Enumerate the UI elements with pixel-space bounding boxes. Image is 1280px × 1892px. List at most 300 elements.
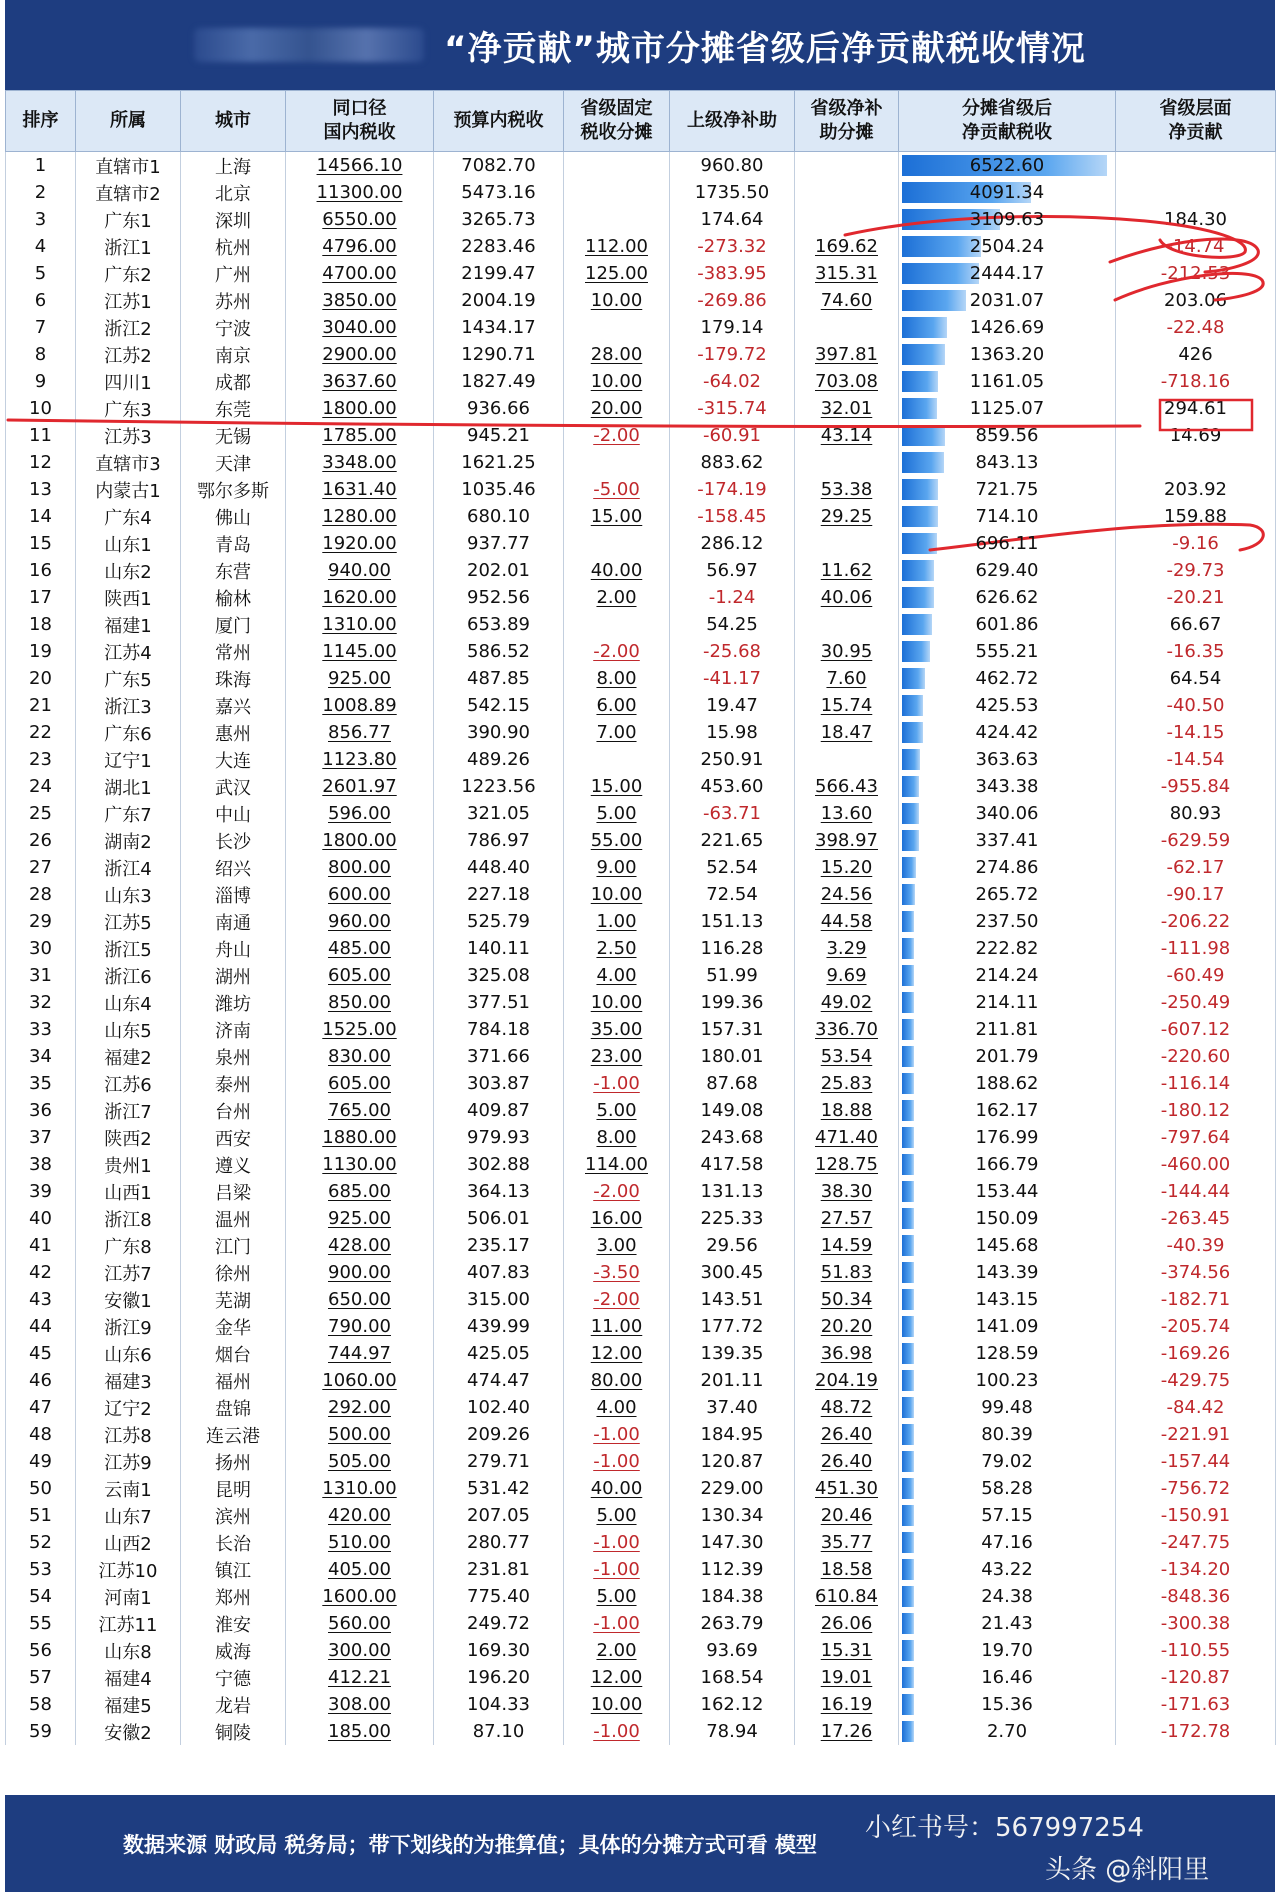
cell-prov-subsidy-share	[795, 152, 899, 180]
cell-city: 湖州	[181, 962, 286, 989]
cell-net-contribution	[899, 773, 1116, 800]
table-row	[6, 557, 1276, 584]
cell-rank: 19	[6, 638, 76, 665]
cell-domestic-tax: 405.00	[286, 1556, 434, 1583]
cell-prov-subsidy-share: 26.40	[795, 1421, 899, 1448]
cell-prov-fixed-share	[564, 179, 670, 206]
cell-city: 东营	[181, 557, 286, 584]
cell-region: 广东8	[76, 1232, 181, 1259]
cell-rank: 55	[6, 1610, 76, 1637]
net-contribution-value: 2031.07	[969, 290, 1045, 311]
cell-domestic-tax: 292.00	[286, 1394, 434, 1421]
net-contribution-value: 58.28	[981, 1478, 1033, 1499]
cell-city: 苏州	[181, 287, 286, 314]
cell-net-contribution	[899, 314, 1116, 341]
table-row	[6, 1151, 1276, 1178]
cell-upper-net-subsidy: -25.68	[670, 638, 795, 665]
net-contribution-value: 145.68	[975, 1235, 1039, 1256]
cell-budget-tax: 209.26	[434, 1421, 564, 1448]
cell-region: 山西1	[76, 1178, 181, 1205]
table-row	[6, 1340, 1276, 1367]
table-row	[6, 1583, 1276, 1610]
table-row	[6, 1070, 1276, 1097]
cell-region: 江苏10	[76, 1556, 181, 1583]
cell-net-contribution	[899, 1097, 1116, 1124]
cell-rank: 29	[6, 908, 76, 935]
cell-prov-subsidy-share: 15.31	[795, 1637, 899, 1664]
cell-domestic-tax: 3850.00	[286, 287, 434, 314]
cell-domestic-tax: 428.00	[286, 1232, 434, 1259]
cell-city: 宁德	[181, 1664, 286, 1691]
cell-prov-fixed-share: -1.00	[564, 1070, 670, 1097]
cell-net-contribution	[899, 1124, 1116, 1151]
table-row	[6, 1097, 1276, 1124]
cell-upper-net-subsidy: 174.64	[670, 206, 795, 233]
cell-prov-subsidy-share: 18.58	[795, 1556, 899, 1583]
cell-prov-net-contribution: 159.88	[1116, 503, 1276, 530]
cell-domestic-tax: 1800.00	[286, 395, 434, 422]
cell-city: 郑州	[181, 1583, 286, 1610]
cell-domestic-tax: 1123.80	[286, 746, 434, 773]
cell-net-contribution	[899, 449, 1116, 476]
table-row	[6, 962, 1276, 989]
cell-prov-net-contribution: -14.15	[1116, 719, 1276, 746]
table-row	[6, 719, 1276, 746]
cell-region: 山东7	[76, 1502, 181, 1529]
cell-prov-subsidy-share: 26.40	[795, 1448, 899, 1475]
cell-upper-net-subsidy: 147.30	[670, 1529, 795, 1556]
col-header-rank: 排序	[6, 91, 76, 152]
cell-rank: 54	[6, 1583, 76, 1610]
cell-prov-fixed-share: 16.00	[564, 1205, 670, 1232]
cell-rank: 21	[6, 692, 76, 719]
cell-region: 广东7	[76, 800, 181, 827]
cell-upper-net-subsidy: 250.91	[670, 746, 795, 773]
cell-prov-net-contribution	[1116, 449, 1276, 476]
cell-rank: 34	[6, 1043, 76, 1070]
cell-rank: 31	[6, 962, 76, 989]
cell-region: 浙江5	[76, 935, 181, 962]
cell-upper-net-subsidy: 286.12	[670, 530, 795, 557]
cell-city: 昆明	[181, 1475, 286, 1502]
cell-region: 江苏5	[76, 908, 181, 935]
cell-rank: 26	[6, 827, 76, 854]
cell-prov-net-contribution: -134.20	[1116, 1556, 1276, 1583]
cell-region: 山东8	[76, 1637, 181, 1664]
net-contribution-value: 188.62	[975, 1073, 1039, 1094]
cell-prov-subsidy-share: 7.60	[795, 665, 899, 692]
cell-prov-subsidy-share: 19.01	[795, 1664, 899, 1691]
cell-prov-fixed-share: 55.00	[564, 827, 670, 854]
cell-prov-subsidy-share: 48.72	[795, 1394, 899, 1421]
cell-rank: 56	[6, 1637, 76, 1664]
cell-net-contribution	[899, 1556, 1116, 1583]
net-contribution-value: 425.53	[975, 695, 1039, 716]
table-row	[6, 1448, 1276, 1475]
cell-domestic-tax: 605.00	[286, 1070, 434, 1097]
cell-city: 福州	[181, 1367, 286, 1394]
cell-upper-net-subsidy: 300.45	[670, 1259, 795, 1286]
cell-domestic-tax: 11300.00	[286, 179, 434, 206]
cell-net-contribution	[899, 1421, 1116, 1448]
cell-net-contribution	[899, 881, 1116, 908]
cell-rank: 10	[6, 395, 76, 422]
cell-domestic-tax: 2900.00	[286, 341, 434, 368]
cell-prov-net-contribution: -756.72	[1116, 1475, 1276, 1502]
cell-prov-subsidy-share: 610.84	[795, 1583, 899, 1610]
cell-domestic-tax: 420.00	[286, 1502, 434, 1529]
cell-budget-tax: 506.01	[434, 1205, 564, 1232]
net-contribution-value: 6522.60	[969, 155, 1045, 176]
col-header-upper-net-subsidy: 上级净补助	[670, 91, 795, 152]
table-row	[6, 1664, 1276, 1691]
cell-net-contribution	[899, 1259, 1116, 1286]
cell-budget-tax: 231.81	[434, 1556, 564, 1583]
cell-prov-net-contribution: -84.42	[1116, 1394, 1276, 1421]
cell-rank: 6	[6, 287, 76, 314]
cell-prov-fixed-share: 6.00	[564, 692, 670, 719]
table-row	[6, 1610, 1276, 1637]
cell-budget-tax: 586.52	[434, 638, 564, 665]
cell-prov-net-contribution: 203.06	[1116, 287, 1276, 314]
cell-net-contribution	[899, 1637, 1116, 1664]
cell-prov-fixed-share: 12.00	[564, 1340, 670, 1367]
cell-region: 云南1	[76, 1475, 181, 1502]
cell-prov-fixed-share: -2.00	[564, 422, 670, 449]
cell-prov-fixed-share: -3.50	[564, 1259, 670, 1286]
cell-prov-fixed-share: 5.00	[564, 1097, 670, 1124]
table-row	[6, 1043, 1276, 1070]
cell-upper-net-subsidy: 130.34	[670, 1502, 795, 1529]
cell-prov-subsidy-share	[795, 449, 899, 476]
cell-budget-tax: 1827.49	[434, 368, 564, 395]
cell-prov-net-contribution: 184.30	[1116, 206, 1276, 233]
cell-rank: 57	[6, 1664, 76, 1691]
cell-region: 江苏2	[76, 341, 181, 368]
cell-city: 吕梁	[181, 1178, 286, 1205]
table-row	[6, 530, 1276, 557]
table-row	[6, 854, 1276, 881]
cell-budget-tax: 315.00	[434, 1286, 564, 1313]
cell-city: 惠州	[181, 719, 286, 746]
cell-prov-net-contribution: -40.39	[1116, 1232, 1276, 1259]
cell-city: 泰州	[181, 1070, 286, 1097]
cell-budget-tax: 302.88	[434, 1151, 564, 1178]
cell-domestic-tax: 1008.89	[286, 692, 434, 719]
cell-prov-fixed-share: -2.00	[564, 638, 670, 665]
cell-prov-net-contribution: -144.44	[1116, 1178, 1276, 1205]
cell-prov-subsidy-share: 14.59	[795, 1232, 899, 1259]
cell-prov-fixed-share: 2.00	[564, 584, 670, 611]
cell-net-contribution	[899, 1664, 1116, 1691]
cell-domestic-tax: 2601.97	[286, 773, 434, 800]
cell-prov-subsidy-share: 49.02	[795, 989, 899, 1016]
cell-prov-fixed-share: 5.00	[564, 1502, 670, 1529]
cell-net-contribution	[899, 665, 1116, 692]
cell-region: 福建4	[76, 1664, 181, 1691]
table-row	[6, 908, 1276, 935]
cell-region: 浙江7	[76, 1097, 181, 1124]
cell-city: 盘锦	[181, 1394, 286, 1421]
cell-city: 淮安	[181, 1610, 286, 1637]
table-row	[6, 638, 1276, 665]
cell-city: 台州	[181, 1097, 286, 1124]
table-row	[6, 152, 1276, 180]
cell-rank: 46	[6, 1367, 76, 1394]
cell-prov-subsidy-share: 36.98	[795, 1340, 899, 1367]
cell-city: 烟台	[181, 1340, 286, 1367]
table-row	[6, 206, 1276, 233]
cell-prov-net-contribution: 203.92	[1116, 476, 1276, 503]
cell-city: 江门	[181, 1232, 286, 1259]
cell-prov-fixed-share: 3.00	[564, 1232, 670, 1259]
net-contribution-value: 424.42	[975, 722, 1039, 743]
net-contribution-value: 337.41	[975, 830, 1039, 851]
cell-upper-net-subsidy: 162.12	[670, 1691, 795, 1718]
cell-prov-fixed-share: 40.00	[564, 557, 670, 584]
cell-prov-subsidy-share: 13.60	[795, 800, 899, 827]
cell-domestic-tax: 485.00	[286, 935, 434, 962]
cell-budget-tax: 227.18	[434, 881, 564, 908]
cell-prov-net-contribution: -797.64	[1116, 1124, 1276, 1151]
blurred-title-prefix	[194, 28, 424, 62]
cell-rank: 15	[6, 530, 76, 557]
net-contribution-value: 214.11	[975, 992, 1039, 1013]
cell-net-contribution	[899, 1016, 1116, 1043]
cell-city: 铜陵	[181, 1718, 286, 1745]
cell-net-contribution	[899, 1286, 1116, 1313]
cell-prov-net-contribution: -60.49	[1116, 962, 1276, 989]
cell-region: 江苏8	[76, 1421, 181, 1448]
cell-city: 深圳	[181, 206, 286, 233]
cell-domestic-tax: 1880.00	[286, 1124, 434, 1151]
cell-city: 连云港	[181, 1421, 286, 1448]
cell-upper-net-subsidy: -158.45	[670, 503, 795, 530]
cell-domestic-tax: 4796.00	[286, 233, 434, 260]
net-contribution-value: 24.38	[981, 1586, 1033, 1607]
net-contribution-value: 176.99	[975, 1127, 1039, 1148]
cell-prov-fixed-share: 112.00	[564, 233, 670, 260]
cell-prov-net-contribution: -955.84	[1116, 773, 1276, 800]
cell-budget-tax: 3265.73	[434, 206, 564, 233]
net-contribution-value: 201.79	[975, 1046, 1039, 1067]
cell-prov-subsidy-share: 204.19	[795, 1367, 899, 1394]
cell-prov-subsidy-share	[795, 746, 899, 773]
cell-region: 广东4	[76, 503, 181, 530]
net-contribution-value: 2.70	[986, 1721, 1028, 1742]
cell-domestic-tax: 1631.40	[286, 476, 434, 503]
cell-upper-net-subsidy: -383.95	[670, 260, 795, 287]
cell-region: 浙江8	[76, 1205, 181, 1232]
cell-rank: 16	[6, 557, 76, 584]
cell-net-contribution	[899, 935, 1116, 962]
cell-upper-net-subsidy: 179.14	[670, 314, 795, 341]
cell-budget-tax: 1621.25	[434, 449, 564, 476]
cell-city: 佛山	[181, 503, 286, 530]
cell-rank: 40	[6, 1205, 76, 1232]
cell-upper-net-subsidy: 52.54	[670, 854, 795, 881]
cell-rank: 7	[6, 314, 76, 341]
cell-prov-subsidy-share: 15.74	[795, 692, 899, 719]
table-row	[6, 773, 1276, 800]
cell-prov-net-contribution: -607.12	[1116, 1016, 1276, 1043]
cell-prov-net-contribution: -150.91	[1116, 1502, 1276, 1529]
cell-net-contribution	[899, 557, 1116, 584]
cell-region: 山东6	[76, 1340, 181, 1367]
cell-net-contribution	[899, 1502, 1116, 1529]
cell-prov-net-contribution: -848.36	[1116, 1583, 1276, 1610]
cell-upper-net-subsidy: 120.87	[670, 1448, 795, 1475]
cell-prov-subsidy-share: 30.95	[795, 638, 899, 665]
cell-upper-net-subsidy: 243.68	[670, 1124, 795, 1151]
net-contribution-value: 21.43	[981, 1613, 1033, 1634]
cell-rank: 48	[6, 1421, 76, 1448]
cell-domestic-tax: 900.00	[286, 1259, 434, 1286]
cell-prov-net-contribution: -374.56	[1116, 1259, 1276, 1286]
net-contribution-value: 629.40	[975, 560, 1039, 581]
cell-prov-subsidy-share: 44.58	[795, 908, 899, 935]
cell-city: 宁波	[181, 314, 286, 341]
cell-prov-fixed-share: 80.00	[564, 1367, 670, 1394]
cell-domestic-tax: 1600.00	[286, 1583, 434, 1610]
cell-rank: 20	[6, 665, 76, 692]
cell-prov-net-contribution: -16.35	[1116, 638, 1276, 665]
cell-domestic-tax: 1310.00	[286, 611, 434, 638]
cell-region: 安徽1	[76, 1286, 181, 1313]
cell-prov-fixed-share: -1.00	[564, 1556, 670, 1583]
cell-prov-net-contribution: -460.00	[1116, 1151, 1276, 1178]
cell-net-contribution	[899, 1394, 1116, 1421]
cell-city: 广州	[181, 260, 286, 287]
cell-rank: 18	[6, 611, 76, 638]
net-contribution-value: 626.62	[975, 587, 1039, 608]
cell-budget-tax: 5473.16	[434, 179, 564, 206]
table-row	[6, 1286, 1276, 1313]
cell-upper-net-subsidy: 19.47	[670, 692, 795, 719]
cell-domestic-tax: 4700.00	[286, 260, 434, 287]
cell-prov-subsidy-share	[795, 314, 899, 341]
cell-upper-net-subsidy: 168.54	[670, 1664, 795, 1691]
cell-prov-subsidy-share: 53.54	[795, 1043, 899, 1070]
cell-prov-fixed-share: 4.00	[564, 1394, 670, 1421]
cell-domestic-tax: 685.00	[286, 1178, 434, 1205]
cell-prov-fixed-share	[564, 314, 670, 341]
net-contribution-value: 363.63	[975, 749, 1039, 770]
cell-prov-net-contribution: -180.12	[1116, 1097, 1276, 1124]
cell-net-contribution	[899, 962, 1116, 989]
cell-prov-net-contribution: -221.91	[1116, 1421, 1276, 1448]
cell-upper-net-subsidy: -273.32	[670, 233, 795, 260]
cell-budget-tax: 487.85	[434, 665, 564, 692]
cell-region: 直辖市1	[76, 152, 181, 180]
net-contribution-value: 2444.17	[969, 263, 1045, 284]
cell-rank: 11	[6, 422, 76, 449]
cell-city: 北京	[181, 179, 286, 206]
cell-domestic-tax: 3637.60	[286, 368, 434, 395]
cell-net-contribution	[899, 341, 1116, 368]
cell-region: 陕西2	[76, 1124, 181, 1151]
cell-city: 珠海	[181, 665, 286, 692]
cell-city: 舟山	[181, 935, 286, 962]
table-row	[6, 395, 1276, 422]
table-row	[6, 1556, 1276, 1583]
cell-prov-net-contribution	[1116, 179, 1276, 206]
cell-rank: 14	[6, 503, 76, 530]
net-contribution-value: 222.82	[975, 938, 1039, 959]
net-contribution-value: 79.02	[981, 1451, 1033, 1472]
cell-rank: 30	[6, 935, 76, 962]
cell-upper-net-subsidy: 56.97	[670, 557, 795, 584]
cell-budget-tax: 207.05	[434, 1502, 564, 1529]
cell-prov-subsidy-share: 27.57	[795, 1205, 899, 1232]
cell-budget-tax: 235.17	[434, 1232, 564, 1259]
cell-prov-fixed-share: 125.00	[564, 260, 670, 287]
cell-city: 南通	[181, 908, 286, 935]
cell-rank: 43	[6, 1286, 76, 1313]
cell-net-contribution	[899, 287, 1116, 314]
col-header-net-contribution: 分摊省级后 净贡献税收	[899, 91, 1116, 152]
table-row	[6, 935, 1276, 962]
cell-budget-tax: 1434.17	[434, 314, 564, 341]
table-row	[6, 449, 1276, 476]
cell-region: 广东6	[76, 719, 181, 746]
cell-prov-subsidy-share: 566.43	[795, 773, 899, 800]
cell-upper-net-subsidy: 229.00	[670, 1475, 795, 1502]
cell-domestic-tax: 925.00	[286, 665, 434, 692]
cell-budget-tax: 979.93	[434, 1124, 564, 1151]
net-contribution-value: 1426.69	[969, 317, 1045, 338]
cell-rank: 37	[6, 1124, 76, 1151]
title-bar	[5, 0, 1275, 90]
net-contribution-value: 714.10	[975, 506, 1039, 527]
cell-prov-fixed-share: 23.00	[564, 1043, 670, 1070]
cell-upper-net-subsidy: 263.79	[670, 1610, 795, 1637]
cell-prov-net-contribution: -171.63	[1116, 1691, 1276, 1718]
cell-domestic-tax: 596.00	[286, 800, 434, 827]
cell-rank: 47	[6, 1394, 76, 1421]
cell-rank: 49	[6, 1448, 76, 1475]
cell-prov-fixed-share	[564, 206, 670, 233]
cell-net-contribution	[899, 152, 1116, 180]
net-contribution-value: 80.39	[981, 1424, 1033, 1445]
cell-city: 淄博	[181, 881, 286, 908]
cell-region: 浙江9	[76, 1313, 181, 1340]
cell-prov-subsidy-share: 15.20	[795, 854, 899, 881]
cell-upper-net-subsidy: 93.69	[670, 1637, 795, 1664]
cell-prov-net-contribution: -429.75	[1116, 1367, 1276, 1394]
cell-city: 武汉	[181, 773, 286, 800]
cell-prov-fixed-share: 1.00	[564, 908, 670, 935]
cell-prov-fixed-share	[564, 530, 670, 557]
net-contribution-value: 141.09	[975, 1316, 1039, 1337]
cell-prov-fixed-share: 11.00	[564, 1313, 670, 1340]
cell-prov-net-contribution: 294.61	[1116, 395, 1276, 422]
cell-net-contribution	[899, 503, 1116, 530]
cell-budget-tax: 202.01	[434, 557, 564, 584]
cell-prov-net-contribution: -300.38	[1116, 1610, 1276, 1637]
cell-rank: 2	[6, 179, 76, 206]
cell-city: 长沙	[181, 827, 286, 854]
cell-prov-subsidy-share: 53.38	[795, 476, 899, 503]
cell-domestic-tax: 14566.10	[286, 152, 434, 180]
cell-net-contribution	[899, 638, 1116, 665]
cell-net-contribution	[899, 395, 1116, 422]
table-row	[6, 260, 1276, 287]
cell-prov-fixed-share	[564, 611, 670, 638]
col-header-budget-tax: 预算内税收	[434, 91, 564, 152]
cell-domestic-tax: 1060.00	[286, 1367, 434, 1394]
table-row	[6, 1367, 1276, 1394]
